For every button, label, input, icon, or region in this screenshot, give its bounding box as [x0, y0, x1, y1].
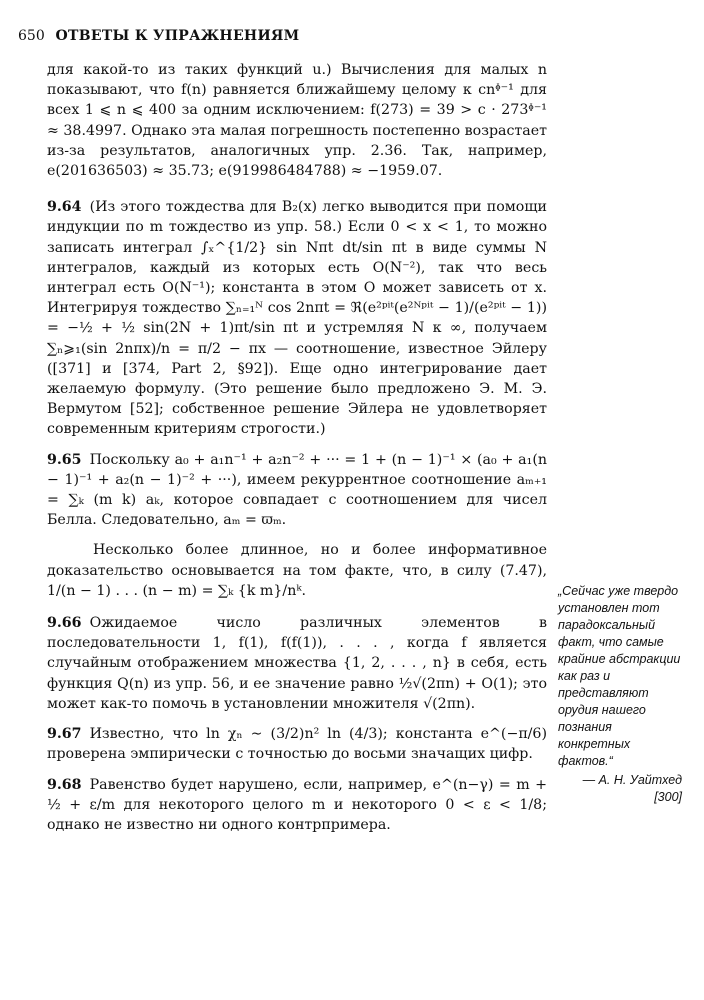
exercise-9-64	[47, 197, 547, 439]
running-title: ОТВЕТЫ К УПРАЖНЕНИЯМ	[55, 28, 300, 44]
exercise-9-66	[47, 613, 547, 714]
quote-author: — А. Н. Уайтхед	[582, 773, 682, 787]
exercise-text: Поскольку a₀ + a₁n⁻¹ + a₂n⁻² + ··· = 1 + (n − 1)⁻¹ × (a₀ + a₁(n − 1)⁻¹ + a₂(n − 1)⁻² + ···), имеем рекуррентное соотношение aₘ₊₁ = ∑ₖ (m k) aₖ, которое совпадает с соотношением для чисел Белла. Следовательно, aₘ = ϖₘ.	[47, 451, 547, 529]
main-text	[47, 60, 547, 845]
exercise-text: Ожидаемое число различных элементов в последовательности 1, f(1), f(f(1)), . . . , когда f является случайным отображением множества {1, 2, . . . , n} в себя, есть функция Q(n) из упр. 56, и ее значение равно ½√(2πn) + O(1); это может как-то помочь в установлении множителя √(2πn).	[47, 615, 547, 712]
exercise-number: 9.67	[47, 726, 82, 743]
exercise-text: (Из этого тождества для B₂(x) легко выводится при помощи индукции по m тождество из упр. 58.) Если 0 < x < 1, то можно записать интеграл ∫ₓ^{1/2} sin Nπt dt/sin πt в виде суммы N интегралов, каждый из которых есть O(N⁻²), так что весь интеграл есть O(N⁻¹); константа в этом O может зависеть от x. Интегрируя тождество ∑ₙ₌₁ᴺ cos 2nπt = ℜ(e²ᵖⁱᵗ(e²ᴺᵖⁱᵗ − 1)/(e²ᵖⁱᵗ − 1)) = −½ + ½ sin(2N + 1)πt/sin πt и устремляя N к ∞, получаем ∑ₙ⩾₁(sin 2nπx)/n = π/2 − πx — соотношение, известное Эйлеру ([371] и [374, Part 2, §92]). Еще одно интегрирование дает желаемую формулу. (Это решение было предложено Э. М. Э. Вермутом [52]; собственное решение Эйлера не удовлетворяет современным критериям строгости.)	[47, 199, 547, 438]
exercise-9-67	[47, 724, 547, 764]
exercise-9-65-extra: Несколько более длинное, но и более информативное доказательство основывается на том факте, что, в силу (7.47), 1/(n − 1) . . . (n − m) = ∑ₖ {k m}/nᵏ.	[47, 542, 547, 599]
exercise-number: 9.66	[47, 615, 82, 632]
running-header	[18, 26, 299, 44]
exercise-number: 9.68	[47, 776, 82, 793]
page-number: 650	[18, 28, 45, 44]
exercise-text: Равенство будет нарушено, если, например, e^(n−γ) = m + ½ + ε/m для некоторого целого m и некоторого 0 < ε < 1/8; однако не известно ни одного контрпримера.	[47, 776, 547, 833]
exercise-9-65	[47, 450, 547, 531]
exercise-text: Известно, что ln χₙ ∼ (3/2)n² ln (4/3); константа e^(−π/6) проверена эмпирически с точностью до восьми значащих цифр.	[47, 726, 547, 763]
intro-paragraph: для какой-то из таких функций u.) Вычисления для малых n показывают, что f(n) равняется ближайшему целому к cnᶲ⁻¹ для всех 1 ⩽ n ⩽ 400 за одним исключением: f(273) = 39 > c · 273ᶲ⁻¹ ≈ 38.4997. Однако эта малая погрешность постепенно возрастает из-за результатов, аналогичных упр. 2.36. Так, например, e(201636503) ≈ 35.73; e(919986484788) ≈ −1959.07.	[47, 62, 547, 180]
exercise-9-68	[47, 775, 547, 836]
quote-text: „Сейчас уже твердо установлен тот парадоксальный факт, что самые крайние абстракции как раз и представляют орудия нашего познания конкретных фактов.“	[558, 584, 681, 768]
exercise-number: 9.64	[47, 199, 82, 216]
quote-reference: [300]	[654, 790, 682, 804]
exercise-number: 9.65	[47, 451, 82, 468]
margin-quote	[558, 583, 682, 806]
